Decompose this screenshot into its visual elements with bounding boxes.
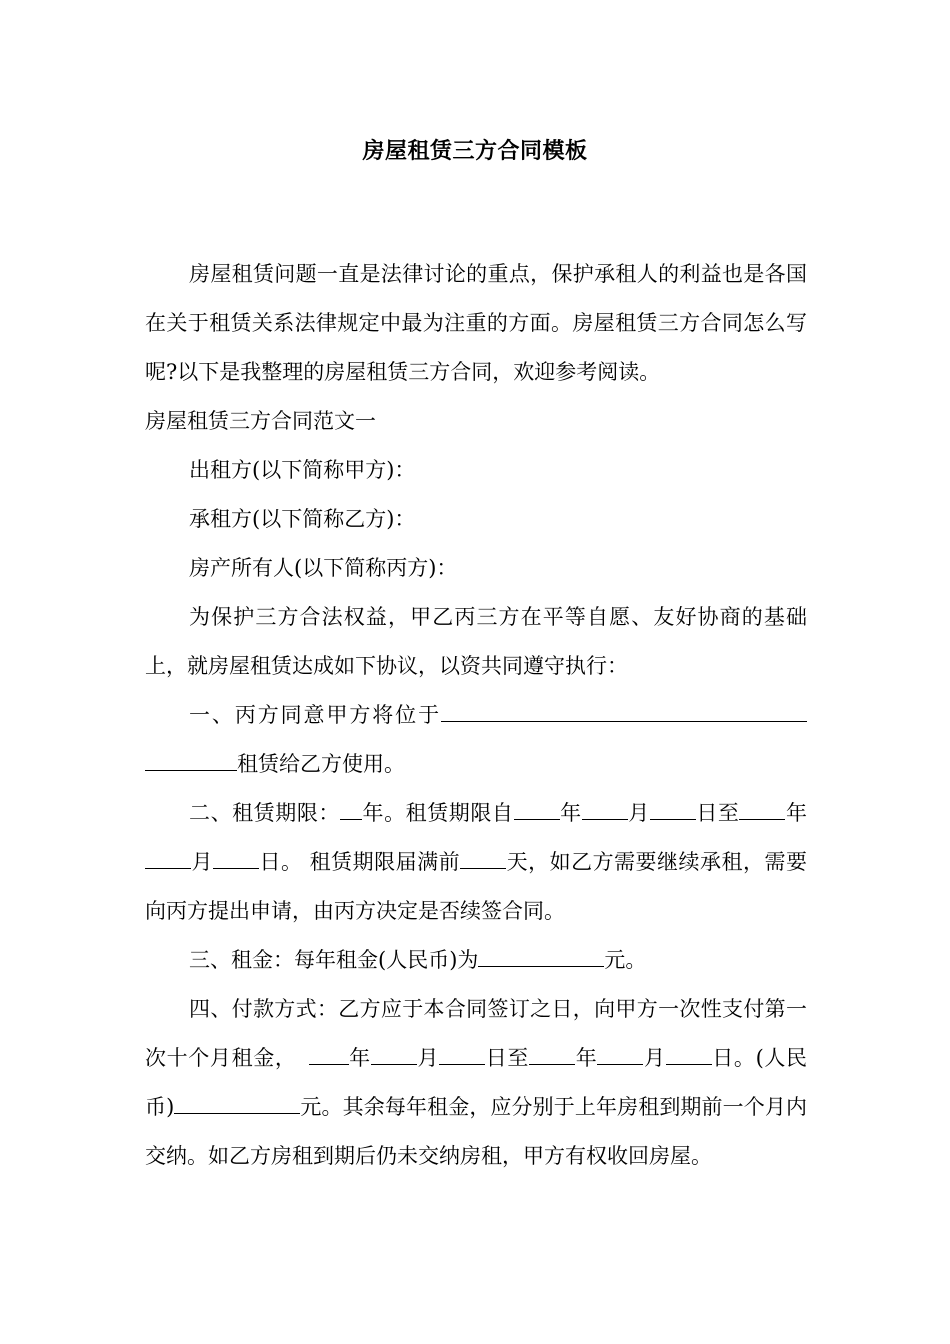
blank-field [650, 799, 696, 820]
blank-field [582, 799, 628, 820]
document-body [145, 250, 807, 1181]
blank-field [213, 848, 259, 869]
blank-field [309, 1044, 349, 1065]
blank-field [439, 1044, 485, 1065]
blank-field [597, 1044, 643, 1065]
clause-1-prefix: 一、丙方同意甲方将位于 [189, 703, 441, 727]
clause-4-text: 年 [575, 1046, 598, 1070]
clause-4-text: 元。其余每年租金，应分别于上年房租到期前一个月内交纳。如乙方房租到期后仍未交纳房租，甲方有权收回房屋。 [145, 1095, 807, 1168]
blank-field [145, 750, 237, 771]
preamble-paragraph: 为保护三方合法权益，甲乙丙三方在平等自愿、友好协商的基础上，就房屋租赁达成如下协议，以资共同遵守执行： [145, 605, 807, 678]
blank-field [529, 1044, 575, 1065]
blank-field [371, 1044, 417, 1065]
clause-3-suffix: 元。 [604, 948, 647, 972]
clause-2 [145, 789, 807, 936]
blank-field [145, 848, 191, 869]
clause-1 [145, 691, 807, 789]
clause-4-text: 日至 [485, 1046, 530, 1070]
clause-4-text: 四、付款方式：乙方应于本合同签订之日，向甲方一次性支付第一次十个月租金， [145, 997, 807, 1070]
blank-field [666, 1044, 712, 1065]
blank-field [174, 1093, 300, 1114]
party-b-line: 承租方(以下简称乙方)： [189, 507, 416, 531]
blank-field [514, 799, 560, 820]
clause-4-text: 年 [348, 1046, 371, 1070]
clause-4-text: 月 [643, 1046, 666, 1070]
clause-2-text: 日至 [695, 801, 740, 825]
blank-field [441, 701, 807, 722]
blank-field [739, 799, 785, 820]
clause-1-suffix: 租赁给乙方使用。 [237, 752, 405, 776]
clause-4 [145, 985, 807, 1181]
blank-field [460, 848, 506, 869]
clause-4-text: 月 [416, 1046, 440, 1070]
blank-field [478, 946, 604, 967]
clause-2-text: 天，如乙方需要继续承租，需要向丙方提出申请，由丙方决定是否续签合同。 [145, 850, 808, 923]
clause-2-text: 二、租赁期限： [189, 801, 340, 825]
clause-4-text: 日。(人民币) [145, 1046, 808, 1119]
clause-3-prefix: 三、租金：每年租金(人民币)为 [189, 948, 479, 972]
document-title: 房屋租赁三方合同模板 [362, 139, 588, 164]
clause-2-text: 年 [559, 801, 582, 825]
clause-2-text: 日。 租赁期限届满前 [259, 850, 461, 874]
intro-paragraph: 房屋租赁问题一直是法律讨论的重点，保护承租人的利益也是各国在关于租赁关系法律规定中最为注重的方面。房屋租赁三方合同怎么写呢?以下是我整理的房屋租赁三方合同，欢迎参考阅读。 [145, 262, 807, 384]
party-c-line: 房产所有人(以下简称丙方)： [189, 556, 458, 580]
clause-2-text: 年 [785, 801, 808, 825]
clause-3 [145, 936, 807, 985]
blank-field [340, 799, 362, 820]
clause-2-text: 月 [191, 850, 213, 874]
clause-2-text: 年。租赁期限自 [361, 801, 514, 825]
party-a-line: 出租方(以下简称甲方)： [189, 458, 416, 482]
section-heading: 房屋租赁三方合同范文一 [145, 409, 376, 433]
clause-2-text: 月 [627, 801, 650, 825]
